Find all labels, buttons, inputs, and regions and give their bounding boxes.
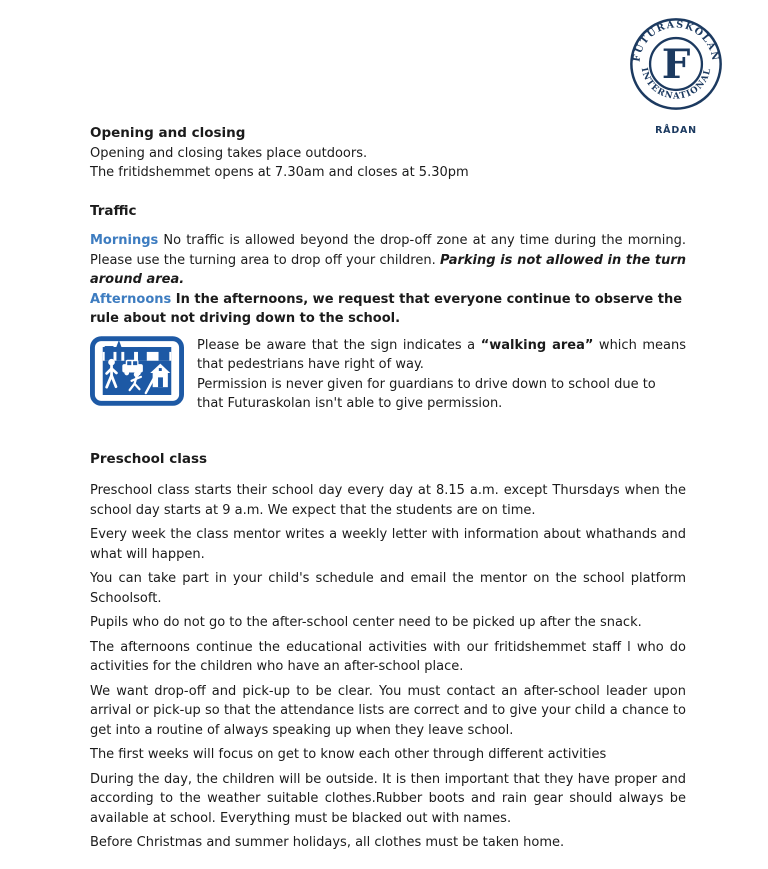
preschool-paragraph-4: Pupils who do not go to the after-school center need to be picked up after the snack. — [90, 615, 642, 630]
logo-arc-top-text: FUTURASKOLAN — [631, 19, 721, 63]
preschool-paragraph-8: During the day, the children will be outside. It is then important that they have proper and according to the weather suitable clothes.Rubber boots and rain gear should always be available at school. Everything must be blacked out with names. — [90, 771, 686, 826]
section-opening-and-closing — [90, 124, 686, 183]
school-logo — [626, 16, 726, 140]
traffic-mornings-paragraph — [90, 231, 686, 290]
opening-line-1: Opening and closing takes place outdoors. — [90, 145, 368, 161]
preschool-heading: Preschool class — [90, 450, 208, 467]
sign-text-before: Please be aware that the sign indicates a — [197, 337, 481, 353]
sign-text-bold: “walking area” — [480, 337, 594, 353]
preschool-paragraph-1: Preschool class starts their school day every day at 8.15 a.m. except Thursdays when the school day starts at 9 a.m. We expect that the students are on time. — [90, 483, 686, 518]
logo-seal-icon — [628, 16, 724, 112]
preschool-paragraph-5: The afternoons continue the educational activities with our fritidshemmet staff l who do activities for the children who have an after-school place. — [90, 639, 686, 674]
preschool-paragraph-6: We want drop-off and pick-up to be clear. You must contact an after-school leader upon arrival or pick-up so that the attendance lists are correct and to give your child a chance to get into a routine of always speaking up when they leave school. — [90, 683, 686, 738]
preschool-paragraph-9: Before Christmas and summer holidays, all clothes must be taken home. — [90, 835, 565, 850]
preschool-paragraph-7: The first weeks will focus on get to know each other through different activities — [90, 747, 607, 762]
section-traffic — [90, 202, 686, 414]
walking-area-sign-text — [197, 336, 686, 414]
opening-line-2: The fritidshemmet opens at 7.30am and closes at 5.30pm — [90, 165, 469, 180]
document-content — [90, 124, 686, 858]
afternoons-emphasis: In the afternoons, we request that everyone continue to observe the rule about not driving down to the school. — [90, 291, 683, 326]
preschool-paragraph-2: Every week the class mentor writes a weekly letter with information about whathands and what will happen. — [90, 527, 686, 562]
logo-monogram: F — [661, 39, 691, 88]
walking-area-sign-block — [90, 336, 686, 414]
traffic-afternoons-paragraph — [90, 290, 686, 329]
afternoons-label: Afternoons — [90, 291, 172, 307]
walking-area-sign-icon — [90, 336, 184, 414]
logo-arc-bottom-text: INTERNATIONAL — [638, 66, 714, 102]
sign-paragraph-1 — [197, 336, 686, 375]
traffic-heading: Traffic — [90, 202, 137, 219]
mornings-emphasis: Parking is not allowed in the turn around area. — [90, 252, 687, 287]
opening-heading: Opening and closing — [90, 125, 246, 141]
sign-text-after: which means that pedestrians have right of way. — [197, 337, 686, 372]
preschool-paragraph-3: You can take part in your child's schedule and email the mentor on the school platform Schoolsoft. — [90, 571, 686, 606]
mornings-text: No traffic is allowed beyond the drop-off zone at any time during the morning. Please use the turning area to drop off your children. — [90, 233, 686, 268]
section-preschool-class — [90, 450, 686, 853]
logo-caption: RÅDAN — [655, 124, 697, 136]
sign-paragraph-2: Permission is never given for guardians to drive down to school due to that Futuraskolan isn't able to give permission. — [197, 376, 656, 411]
mornings-label: Mornings — [90, 233, 159, 248]
